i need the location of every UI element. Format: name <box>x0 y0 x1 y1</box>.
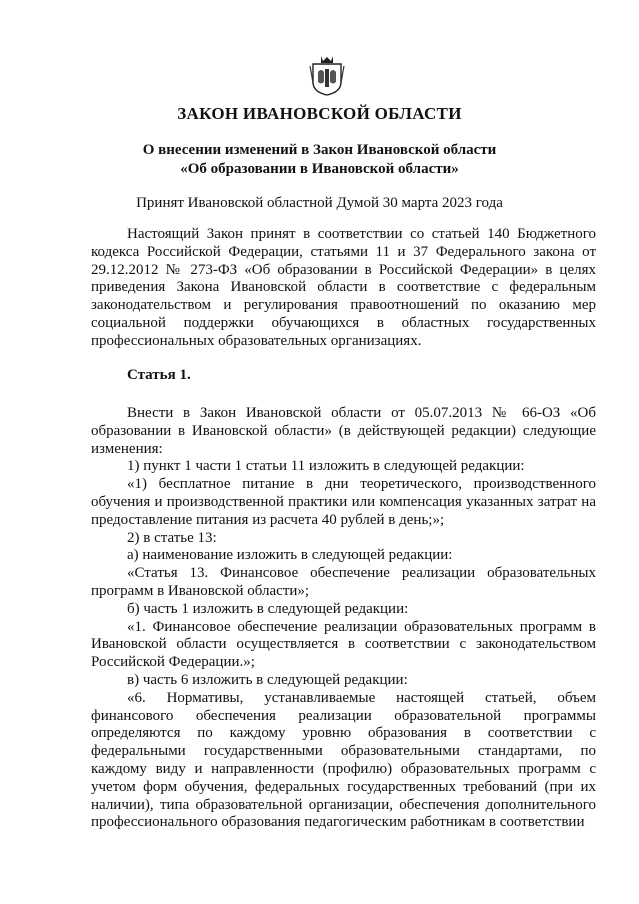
article-paragraph: 2) в статье 13: <box>127 529 217 546</box>
article-paragraph: «Статья 13. Финансовое обеспечение реализации образовательных программ в Ивановской области»; <box>91 565 596 599</box>
article-paragraph: в) часть 6 изложить в следующей редакции: <box>127 671 408 688</box>
article-paragraph: а) наименование изложить в следующей редакции: <box>127 547 453 564</box>
article-paragraph: «6. Нормативы, устанавливаемые настоящей статьей, объем финансового обеспечения реализации образовательной программы определяются по каждому уровню образования в соответствии с федеральными государственными образовательными стандартами, по каждому виду и направленности (профилю) образовательных программ с учетом форм обучения, федеральных государственных требований (при их наличии), типа образовательной организации, обеспечения дополнительного профессионального образования педагогическим работникам в соответствии <box>91 689 596 831</box>
document-title: ЗАКОН ИВАНОВСКОЙ ОБЛАСТИ <box>177 104 462 123</box>
document-subtitle <box>0 141 639 179</box>
article-paragraph: «1) бесплатное питание в дни теоретического, производственного обучения и производственной практики или компенсация указанных затрат на предоставление питания из расчета 40 рублей в день;»; <box>91 476 596 528</box>
subtitle-line: «Об образовании в Ивановской области» <box>180 161 459 177</box>
article-paragraph: 1) пункт 1 части 1 статьи 11 изложить в следующей редакции: <box>127 458 525 475</box>
article-paragraph: б) часть 1 изложить в следующей редакции: <box>127 600 409 617</box>
article-body <box>91 405 596 832</box>
subtitle-line: О внесении изменений в Закон Ивановской области <box>142 142 497 158</box>
preamble-paragraph: Настоящий Закон принят в соответствии со статьей 140 Бюджетного кодекса Российской Федерации, статьями 11 и 37 Федерального закона от 29.12.2012 № 273-ФЗ «Об образовании в Российской Федерации» в целях приведения Закона Ивановской области в соответствие с федеральным законодательством и регулирования правоотношений по оказанию мер социальной поддержки обучающихся в областных государственных профессиональных образовательных организациях. <box>91 226 596 349</box>
ivanovo-coat-of-arms-icon <box>309 52 345 96</box>
adoption-date-line: Принят Ивановской областной Думой 30 марта 2023 года <box>136 195 503 211</box>
article-paragraph: «1. Финансовое обеспечение реализации образовательных программ в Ивановской области осуществляется в соответствии с законодательством Российской Федерации.»; <box>91 618 596 671</box>
article-paragraph: Внести в Закон Ивановской области от 05.07.2013 № 66-ОЗ «Об образовании в Ивановской области» (в действующей редакции) следующие изменения: <box>91 405 596 457</box>
article-heading: Статья 1. <box>127 367 191 383</box>
preamble <box>91 226 596 351</box>
